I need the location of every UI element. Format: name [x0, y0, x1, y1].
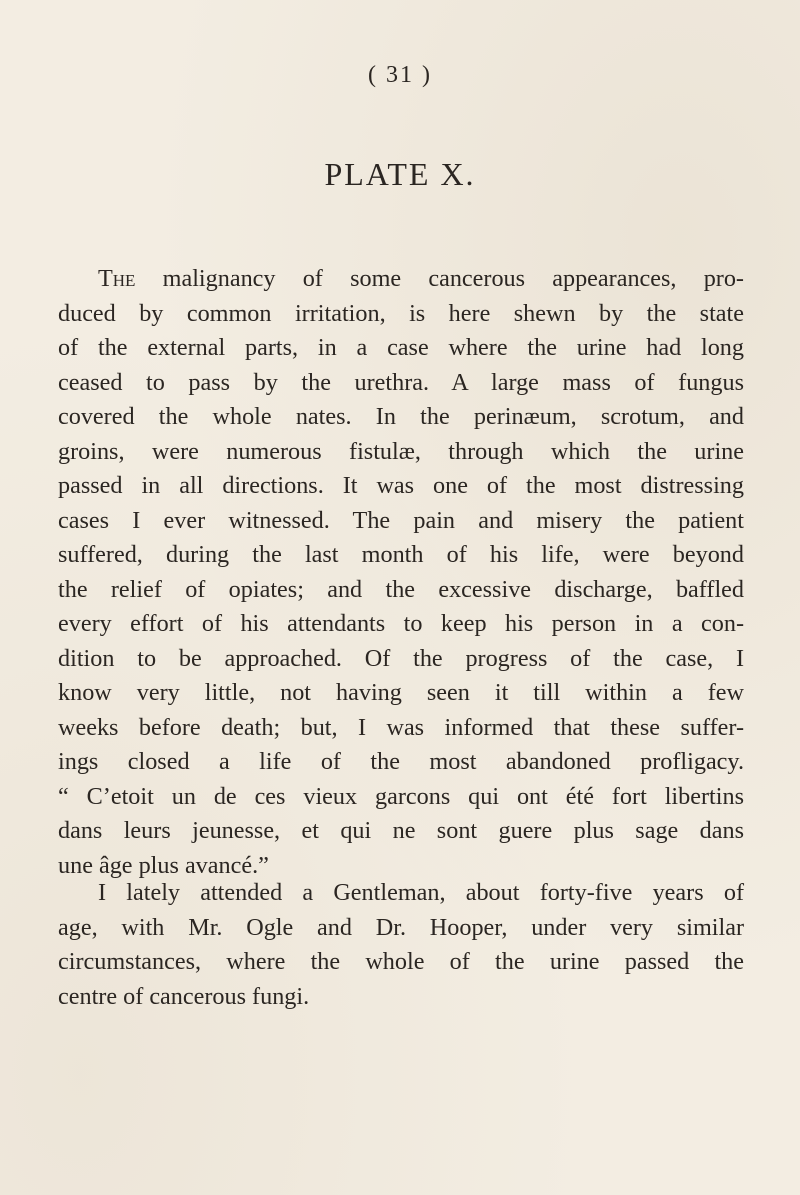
text-line: know very little, not having seen it till within a few [58, 679, 744, 706]
text-line: every effort of his attendants to keep his person in a con- [58, 610, 744, 637]
paragraph-1 [58, 262, 744, 883]
text-line: weeks before death; but, I was informed that these suffer- [58, 713, 744, 741]
text-line: “ C’etoit un de ces vieux garcons qui ont été fort libertins [58, 782, 744, 810]
text-line: duced by common irritation, is here shewn by the state [58, 299, 744, 327]
text-line: of the external parts, in a case where the urine had long [58, 334, 744, 361]
first-word: The [98, 265, 136, 292]
text-line: une âge plus avancé.” [58, 851, 269, 879]
text-line: cases I ever witnessed. The pain and misery the patient [58, 506, 744, 534]
text-line: dition to be approached. Of the progress of the case, I [58, 644, 744, 672]
text-line: centre of cancerous fungi. [58, 982, 310, 1010]
paragraph-2 [58, 876, 744, 1014]
text-line: the relief of opiates; and the excessive discharge, baffled [58, 575, 744, 603]
page-number: ( 31 ) [368, 62, 432, 88]
text-line: circumstances, where the whole of the urine passed the [58, 948, 744, 975]
text-line: dans leurs jeunesse, et qui ne sont guere plus sage dans [58, 817, 744, 844]
text-line: I lately attended a Gentleman, about forty-five years of [98, 879, 744, 906]
text-line: age, with Mr. Ogle and Dr. Hooper, under very similar [58, 913, 744, 941]
text-line: ceased to pass by the urethra. A large mass of fungus [58, 368, 744, 396]
text-line: ings closed a life of the most abandoned profligacy. [58, 748, 744, 775]
plate-title: PLATE X. [324, 156, 476, 192]
text-line: groins, were numerous fistulæ, through which the urine [58, 437, 744, 465]
text-line: suffered, during the last month of his life, were beyond [58, 541, 744, 568]
text-line: The malignancy of some cancerous appearances, pro- [98, 265, 744, 292]
text-line: passed in all directions. It was one of the most distressing [58, 472, 744, 499]
text-line: covered the whole nates. In the perinæum, scrotum, and [58, 403, 744, 430]
